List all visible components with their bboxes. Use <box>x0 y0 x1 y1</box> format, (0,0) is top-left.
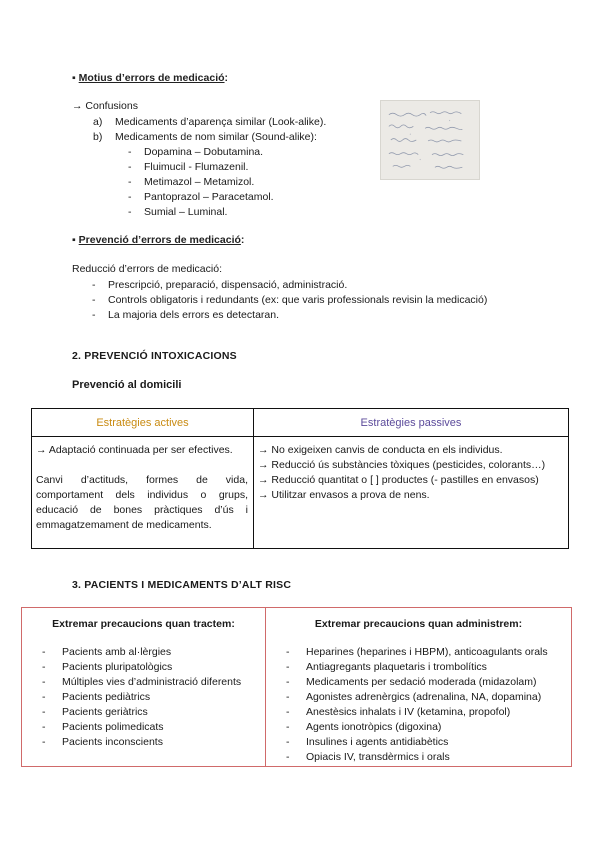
high-risk-medications-list <box>286 645 548 765</box>
list-item: - Dopamina – Dobutamina. <box>128 146 264 158</box>
table-divider <box>265 608 266 766</box>
prevencio-errors-heading-text: Prevenció d’errors de medicació <box>78 234 241 246</box>
list-text: Heparines (heparines i HBPM), anticoagulants orals <box>306 646 548 658</box>
list-item: → Reducció quantitat o [ ] productes (- pastilles en envasos) <box>258 474 539 486</box>
list-item: - Pacients pediàtrics <box>42 691 151 703</box>
list-text: Medicaments d’aparença similar (Look-alike). <box>115 116 327 128</box>
list-item: - Sumial – Luminal. <box>128 206 228 218</box>
list-text: Medicaments per sedació moderada (midazolam) <box>306 676 537 688</box>
list-text: Opiacis IV, transdèrmics i orals <box>306 751 450 763</box>
active-strategies-header: Estratègies actives <box>32 409 253 437</box>
list-text: Agonistes adrenèrgics (adrenalina, NA, dopamina) <box>306 691 542 703</box>
list-text: La majoria dels errors es detectaran. <box>108 309 279 321</box>
list-item: - Pacients polimedicats <box>42 721 164 733</box>
prevention-strategies-table <box>31 408 569 549</box>
list-text: Pacients inconscients <box>62 736 163 748</box>
list-item <box>93 115 326 130</box>
heading-bullet: ▪ <box>72 234 76 246</box>
list-text: Insulines i agents antidiabètics <box>306 736 449 748</box>
list-item: - Antiagregants plaquetaris i trombolítics <box>286 661 487 673</box>
list-text: Agents ionotròpics (digoxina) <box>306 721 442 733</box>
example-text: Fluimucil - Flumazenil. <box>144 161 249 173</box>
list-item: - Opiacis IV, transdèrmics i orals <box>286 751 450 763</box>
list-item: - Pantoprazol – Paracetamol. <box>128 191 274 203</box>
motius-heading <box>72 72 228 84</box>
prevencio-list <box>92 278 487 323</box>
prevencio-intro: Reducció d’errors de medicació: <box>72 263 222 275</box>
list-item: - Fluimucil - Flumazenil. <box>128 161 249 173</box>
prevencio-errors-heading <box>72 234 244 246</box>
example-text: Sumial – Luminal. <box>144 206 228 218</box>
section-2-title: 2. PREVENCIÓ INTOXICACIONS <box>72 350 237 362</box>
passive-strategies-header: Estratègies passives <box>254 409 568 437</box>
list-item: - Prescripció, preparació, dispensació, administració. <box>92 279 348 291</box>
example-text: Pantoprazol – Paracetamol. <box>144 191 274 203</box>
confusions-list <box>93 115 326 145</box>
list-text: Antiagregants plaquetaris i trombolítics <box>306 661 487 673</box>
list-item: - Insulines i agents antidiabètics <box>286 736 449 748</box>
passive-strategies-list <box>258 443 545 503</box>
list-item: - Agents ionotròpics (digoxina) <box>286 721 442 733</box>
list-item: - Medicaments per sedació moderada (midazolam) <box>286 676 537 688</box>
list-item: - La majoria dels errors es detectaran. <box>92 309 279 321</box>
list-text: Pacients pluripatològics <box>62 661 173 673</box>
section-2-subtitle: Prevenció al domicili <box>72 379 182 391</box>
list-item: - Pacients geriàtrics <box>42 706 148 718</box>
example-text: Metimazol – Metamizol. <box>144 176 255 188</box>
handwritten-note-image <box>380 100 480 180</box>
list-item: - Anestèsics inhalats i IV (ketamina, propofol) <box>286 706 511 718</box>
list-item <box>93 130 326 145</box>
list-text: Anestèsics inhalats i IV (ketamina, propofol) <box>306 706 511 718</box>
list-item: - Metimazol – Metamizol. <box>128 176 255 188</box>
list-text: Múltiples vies d’administració diferents <box>62 676 242 688</box>
list-item: - Controls obligatoris i redundants (ex: que varis professionals revisin la medicació) <box>92 294 488 306</box>
active-strategies-paragraph: Canvi d’actituds, formes de vida, comportament dels individus o grups, educació de bones pràctiques d’ús i emmagatzemament de medicaments. <box>36 474 248 531</box>
list-text: Controls obligatoris i redundants (ex: que varis professionals revisin la medicació) <box>108 294 488 306</box>
administer-precautions-header: Extremar precaucions quan administrem: <box>314 618 523 630</box>
example-text: Dopamina – Dobutamina. <box>144 146 264 158</box>
list-text: Pacients amb al·lèrgies <box>62 646 172 658</box>
list-item: → Reducció ús substàncies tòxiques (pesticides, colorants…) <box>258 459 546 471</box>
heading-bullet: ▪ <box>72 72 76 84</box>
high-risk-patients-list <box>42 645 241 750</box>
section-3-title: 3. PACIENTS I MEDICAMENTS D’ALT RISC <box>72 579 292 591</box>
sound-alike-examples <box>128 145 274 220</box>
list-text: Pacients polimedicats <box>62 721 164 733</box>
list-text: Prescripció, preparació, dispensació, administració. <box>108 279 348 291</box>
list-item: - Pacients amb al·lèrgies <box>42 646 172 658</box>
list-item: → Utilitzar envasos a prova de nens. <box>258 489 430 501</box>
list-item: → No exigeixen canvis de conducta en els individus. <box>258 444 503 456</box>
high-risk-table <box>21 607 572 767</box>
list-text: Pacients geriàtrics <box>62 706 148 718</box>
list-item: - Pacients inconscients <box>42 736 163 748</box>
confusions-label: → Confusions <box>72 100 138 112</box>
list-text: Pacients pediàtrics <box>62 691 151 703</box>
list-marker: a) <box>93 116 103 128</box>
motius-heading-text: Motius d’errors de medicació <box>78 72 225 84</box>
heading-colon: : <box>224 72 229 84</box>
list-item: - Agonistes adrenèrgics (adrenalina, NA, dopamina) <box>286 691 542 703</box>
list-text: Medicaments de nom similar (Sound-alike): <box>115 131 317 143</box>
list-item: - Heparines (heparines i HBPM), anticoagulants orals <box>286 646 548 658</box>
heading-colon: : <box>240 234 245 246</box>
list-item: - Múltiples vies d’administració diferents <box>42 676 242 688</box>
active-strategies-line: → Adaptació continuada per ser efectives. <box>36 444 233 456</box>
list-marker: b) <box>93 131 103 143</box>
treat-precautions-header: Extremar precaucions quan tractem: <box>52 618 235 630</box>
list-item: - Pacients pluripatològics <box>42 661 173 673</box>
